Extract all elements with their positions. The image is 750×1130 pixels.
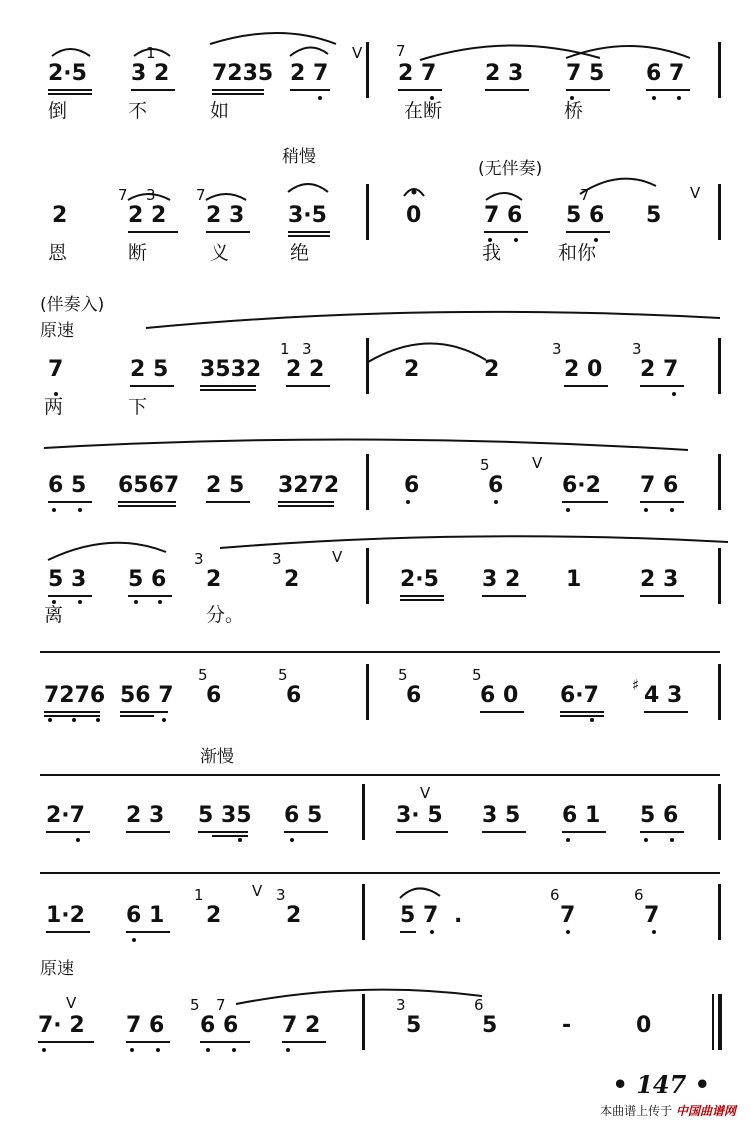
octave-dot — [514, 238, 518, 242]
note-group: 7 — [560, 903, 576, 928]
note-group: 6·2 — [562, 473, 601, 498]
octave-dot — [406, 500, 410, 504]
slur — [206, 194, 246, 200]
octave-dot — [48, 718, 52, 722]
beat-underline — [278, 501, 334, 503]
note-group: 5 6 — [640, 803, 679, 828]
breath-mark: V — [332, 548, 343, 566]
grace-note: 3 — [396, 996, 406, 1014]
credit-text: 本曲谱上传于 — [600, 1104, 673, 1118]
note-group: 7 6 — [640, 473, 679, 498]
beat-underline — [212, 93, 264, 95]
note-group: 1·2 — [46, 903, 85, 928]
note-group: 56 7 — [120, 683, 174, 708]
octave-dot — [132, 938, 136, 942]
slur — [236, 990, 482, 1004]
beat-underline — [288, 231, 330, 233]
grace-note: 6 — [634, 886, 644, 904]
lyric: 绝 — [290, 242, 310, 264]
octave-dot — [134, 600, 138, 604]
beat-underline — [200, 385, 256, 387]
lyric: 断 — [128, 242, 148, 264]
note-group: 6 — [406, 683, 422, 708]
bar-line — [366, 338, 369, 394]
octave-dot — [670, 508, 674, 512]
beat-underline — [566, 89, 610, 91]
breath-mark: V — [66, 994, 77, 1012]
note-group: 6 1 — [126, 903, 165, 928]
bar-line — [366, 454, 369, 510]
note-group: . — [454, 903, 463, 928]
octave-dot — [318, 96, 322, 100]
note-group: 5 7 — [400, 903, 439, 928]
breath-mark: V — [252, 882, 263, 900]
fermata — [404, 189, 424, 196]
beat-underline — [198, 831, 248, 833]
note-group: 6 — [286, 683, 302, 708]
note-group: 7 6 — [484, 203, 523, 228]
grace-note: 5 — [472, 666, 482, 684]
beat-underline — [46, 831, 90, 833]
octave-dot — [670, 838, 674, 842]
bar-line — [362, 994, 365, 1050]
beat-underline — [44, 711, 100, 713]
note-group: 2 — [206, 567, 222, 592]
grace-note: 6 — [550, 886, 560, 904]
breath-mark: V — [532, 454, 543, 472]
bar-line — [366, 664, 369, 720]
bar-line — [718, 664, 721, 720]
beat-underline — [482, 595, 526, 597]
octave-dot — [158, 600, 162, 604]
note-group: 2 — [284, 567, 300, 592]
slur — [48, 543, 166, 560]
beat-underline — [398, 89, 442, 91]
grace-note: 3 — [146, 186, 156, 204]
beat-underline — [118, 501, 176, 503]
note-group: 2·7 — [46, 803, 85, 828]
beat-underline — [44, 715, 100, 717]
slur — [288, 184, 328, 192]
lyric: 离 — [44, 604, 64, 626]
tempo-marking: 原速 — [40, 959, 74, 979]
octave-dot — [566, 508, 570, 512]
tempo-marking: 渐慢 — [200, 747, 234, 767]
breath-mark: V — [352, 44, 363, 62]
beat-underline — [118, 505, 176, 507]
note-group: 7 2 — [282, 1013, 321, 1038]
score-row-1 — [0, 0, 750, 130]
octave-dot — [677, 96, 681, 100]
beat-underline — [562, 831, 606, 833]
note-group: 7235 — [212, 61, 274, 86]
accompaniment-note: (伴奏入) — [40, 295, 105, 315]
octave-dot — [96, 718, 100, 722]
final-bar-line — [718, 994, 722, 1050]
beat-underline — [120, 711, 168, 713]
note-group: 2 — [286, 903, 302, 928]
lyric: 倒 — [48, 100, 68, 122]
beat-underline — [46, 931, 90, 933]
octave-dot — [494, 500, 498, 504]
note-group: 1 — [566, 567, 582, 592]
beat-underline — [482, 831, 526, 833]
bar-line — [718, 884, 721, 940]
lyric: 恩 — [48, 242, 68, 264]
octave-dot — [290, 838, 294, 842]
note-group: 5 3 — [48, 567, 87, 592]
note-group: 7 — [644, 903, 660, 928]
lyric: 不 — [128, 100, 148, 122]
beat-underline — [126, 931, 170, 933]
lyric: 两 — [44, 396, 64, 418]
beat-underline — [278, 505, 334, 507]
note-group: 0 — [406, 203, 422, 228]
octave-dot — [566, 930, 570, 934]
bar-line — [718, 184, 721, 240]
beat-underline — [290, 89, 330, 91]
beat-underline — [560, 715, 604, 717]
octave-dot — [286, 1048, 290, 1052]
bar-line — [718, 338, 721, 394]
note-group: 7 5 — [566, 61, 605, 86]
grace-note: 1 — [146, 44, 156, 62]
grace-note: 1 — [194, 886, 204, 904]
note-group: 5 — [646, 203, 662, 228]
beat-underline — [200, 389, 256, 391]
note-group: 6·7 — [560, 683, 599, 708]
grace-note: 5 — [198, 666, 208, 684]
note-group: 3532 — [200, 357, 262, 382]
bar-line — [718, 784, 721, 840]
beat-underline — [560, 711, 604, 713]
beat-underline — [284, 831, 328, 833]
grace-note: 3 — [272, 550, 282, 568]
note-group: 2 — [404, 357, 420, 382]
note-group: 2 3 — [126, 803, 165, 828]
grace-note: 1 — [280, 340, 290, 358]
lyric: 分。 — [206, 604, 245, 626]
bar-line — [718, 548, 721, 604]
lyric: 桥 — [564, 100, 584, 122]
beat-underline — [286, 385, 330, 387]
beat-underline — [640, 385, 684, 387]
note-group: 2 3 — [206, 203, 245, 228]
breath-mark: V — [690, 184, 701, 202]
grace-note: 5 — [278, 666, 288, 684]
grace-note: 5 — [398, 666, 408, 684]
note-group: 2·5 — [48, 61, 87, 86]
note-group: 6 6 — [200, 1013, 239, 1038]
slur — [146, 312, 720, 328]
page-number: • 147 • — [612, 1070, 710, 1099]
note-group: 2 2 — [128, 203, 167, 228]
grace-note: 7 — [580, 186, 590, 204]
lyric: 义 — [210, 242, 230, 264]
beat-underline — [48, 93, 92, 95]
note-group: 3 2 — [482, 567, 521, 592]
note-group: 7 — [48, 357, 64, 382]
slur — [44, 439, 688, 450]
note-group: 7276 — [44, 683, 106, 708]
octave-dot — [162, 718, 166, 722]
note-group: 2 3 — [485, 61, 524, 86]
beat-underline — [282, 1041, 326, 1043]
bar-line — [362, 884, 365, 940]
note-group: 6 1 — [562, 803, 601, 828]
octave-dot — [206, 1048, 210, 1052]
grace-note: 3 — [632, 340, 642, 358]
note-group: 2 5 — [130, 357, 169, 382]
lyric: 如 — [210, 100, 230, 122]
octave-dot — [652, 930, 656, 934]
octave-dot — [130, 1048, 134, 1052]
slur — [400, 888, 440, 898]
lyric: 我 — [482, 242, 502, 264]
beat-underline — [212, 89, 264, 91]
beat-underline — [640, 501, 684, 503]
note-group: 6 — [404, 473, 420, 498]
beat-underline — [206, 231, 250, 233]
note-group: 2 7 — [398, 61, 437, 86]
bar-line — [366, 548, 369, 604]
grace-note: 5 — [190, 996, 200, 1014]
lyric: 和你 — [558, 242, 597, 264]
octave-dot — [430, 930, 434, 934]
octave-dot — [42, 1048, 46, 1052]
grace-note: 3 — [194, 550, 204, 568]
note-group: 3272 — [278, 473, 340, 498]
note-group: 6 5 — [48, 473, 87, 498]
beat-underline — [130, 385, 174, 387]
beat-underline — [206, 501, 250, 503]
bar-line — [718, 42, 721, 98]
slur — [486, 193, 522, 200]
note-group: 3 5 — [482, 803, 521, 828]
grace-note: 3 — [302, 340, 312, 358]
octave-dot — [672, 392, 676, 396]
note-group: 2 0 — [564, 357, 603, 382]
tempo-marking: 原速 — [40, 321, 74, 341]
beat-underline — [128, 595, 172, 597]
beat-underline — [131, 89, 175, 91]
bar-line — [366, 42, 369, 98]
beat-underline — [484, 231, 528, 233]
slur — [580, 179, 656, 194]
beat-underline — [400, 599, 444, 601]
final-bar-line — [712, 994, 714, 1050]
note-group: 6 0 — [480, 683, 519, 708]
beat-underline — [400, 931, 416, 933]
beat-underline — [564, 385, 608, 387]
grace-note: 7 — [118, 186, 128, 204]
site-logo[interactable]: 中国曲谱网 — [675, 1104, 736, 1118]
beat-underline — [480, 711, 524, 713]
slur — [220, 536, 728, 548]
beat-underline — [128, 231, 178, 233]
grace-note: 7 — [216, 996, 226, 1014]
octave-dot — [72, 718, 76, 722]
beat-underline — [640, 831, 684, 833]
accompaniment-note: (无伴奏) — [478, 159, 543, 179]
sharp-accidental: ♯ — [632, 676, 640, 694]
note-group: 5 — [406, 1013, 422, 1038]
breath-mark: V — [420, 784, 431, 802]
grace-note: 6 — [474, 996, 484, 1014]
bar-line — [718, 454, 721, 510]
lyric: 下 — [128, 396, 148, 418]
lyric: 在断 — [404, 100, 443, 122]
note-group: 5 6 — [128, 567, 167, 592]
octave-dot — [652, 96, 656, 100]
octave-dot — [78, 508, 82, 512]
bar-line — [366, 184, 369, 240]
note-group: 2 — [52, 203, 68, 228]
beat-underline — [48, 501, 92, 503]
note-group: 6 7 — [646, 61, 685, 86]
note-group: 4 3 — [644, 683, 683, 708]
octave-dot — [232, 1048, 236, 1052]
octave-dot — [644, 838, 648, 842]
note-group: 6 — [488, 473, 504, 498]
note-group: 6567 — [118, 473, 180, 498]
octave-dot — [76, 838, 80, 842]
grace-note: 3 — [276, 886, 286, 904]
grace-note: 7 — [196, 186, 206, 204]
note-group: 2 2 — [286, 357, 325, 382]
beat-underline — [38, 1041, 94, 1043]
beat-underline — [640, 595, 684, 597]
beat-underline — [200, 1041, 250, 1043]
note-group: 2 7 — [640, 357, 679, 382]
beat-underline — [646, 89, 690, 91]
beat-underline — [644, 711, 688, 713]
beat-underline — [566, 231, 610, 233]
note-group: 3·5 — [288, 203, 327, 228]
beat-underline — [126, 1041, 170, 1043]
note-group: 2 — [206, 903, 222, 928]
note-group: 5 6 — [566, 203, 605, 228]
octave-dot — [566, 838, 570, 842]
octave-dot — [156, 1048, 160, 1052]
beat-underline — [396, 831, 448, 833]
grace-note: 5 — [480, 456, 490, 474]
note-group: 2 3 — [640, 567, 679, 592]
note-group: 5 — [482, 1013, 498, 1038]
bar-line — [362, 784, 365, 840]
beat-underline — [288, 235, 330, 237]
beat-underline — [126, 831, 170, 833]
beat-underline — [120, 715, 154, 717]
note-group: 6 — [206, 683, 222, 708]
octave-dot — [78, 600, 82, 604]
note-group: 7· 2 — [38, 1013, 85, 1038]
beat-underline — [48, 595, 92, 597]
note-group: 2 — [484, 357, 500, 382]
beat-underline — [212, 835, 248, 837]
tempo-marking: 稍慢 — [282, 147, 316, 167]
note-group: 7 6 — [126, 1013, 165, 1038]
note-group: - — [562, 1013, 572, 1038]
note-group: 2 7 — [290, 61, 329, 86]
beat-underline — [485, 89, 529, 91]
octave-dot — [644, 508, 648, 512]
upload-credit — [600, 1102, 736, 1119]
octave-dot — [238, 838, 242, 842]
beat-underline — [48, 89, 92, 91]
beat-underline — [400, 595, 444, 597]
beat-underline — [562, 501, 608, 503]
grace-note: 7 — [396, 42, 406, 60]
grace-note: 3 — [552, 340, 562, 358]
octave-dot — [52, 508, 56, 512]
note-group: 2·5 — [400, 567, 439, 592]
octave-dot — [590, 718, 594, 722]
note-group: 5 35 — [198, 803, 252, 828]
note-group: 6 5 — [284, 803, 323, 828]
note-group: 0 — [636, 1013, 652, 1038]
slur — [368, 343, 486, 362]
note-group: 3· 5 — [396, 803, 443, 828]
note-group: 3 2 — [131, 61, 170, 86]
note-group: 2 5 — [206, 473, 245, 498]
